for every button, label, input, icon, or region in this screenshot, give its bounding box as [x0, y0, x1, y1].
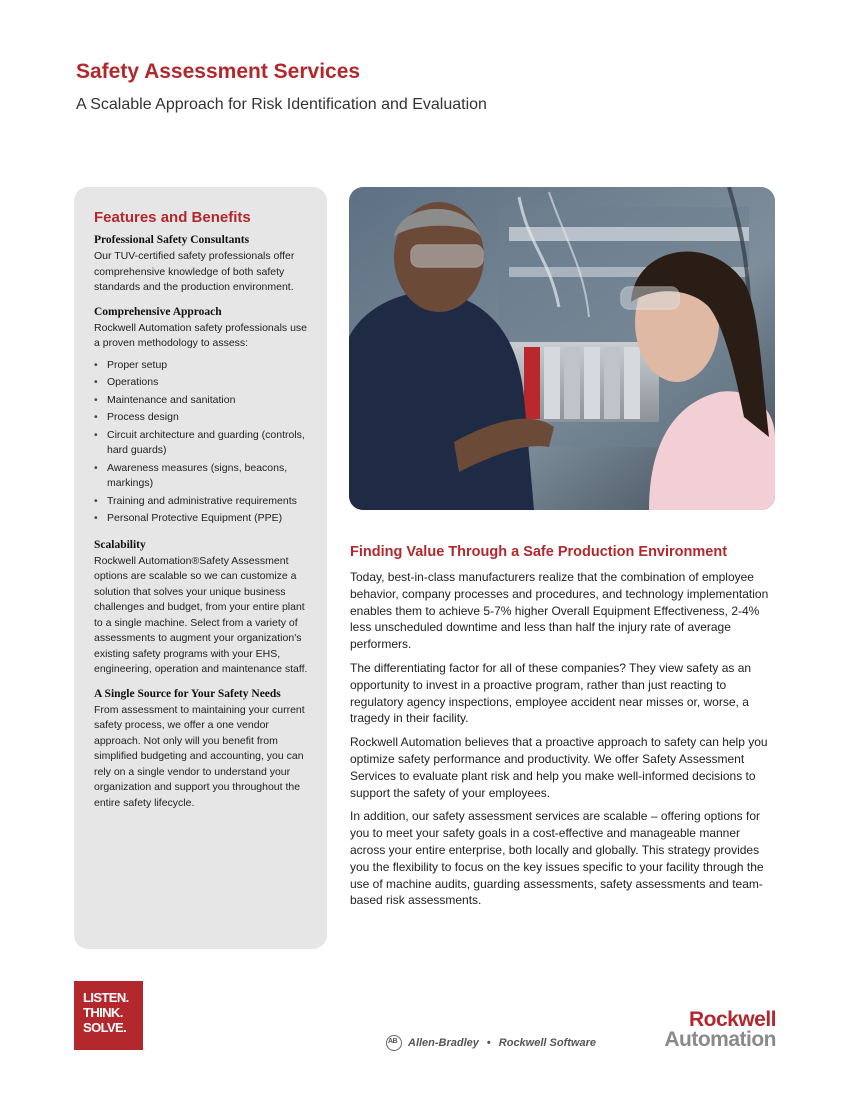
allen-bradley-icon	[386, 1035, 402, 1051]
listen-think-solve-logo	[74, 981, 143, 1050]
section-title-scalability: Scalability	[94, 538, 146, 551]
main-body	[350, 569, 776, 916]
sidebar-heading: Features and Benefits	[94, 209, 251, 226]
rockwell-automation-logo	[622, 1010, 776, 1050]
brand-rockwell-software: Rockwell Software	[498, 1037, 596, 1049]
list-item: • Maintenance and sanitation	[94, 393, 313, 409]
main-paragraph: Rockwell Automation believes that a proactive approach to safety can help you optimize safety performance and productivity. We offer Safety Assessment Services to evaluate plant risk and help you make well-informed decisions to support the safety of your employees.	[350, 735, 768, 800]
main-paragraph: The differentiating factor for all of these companies? They view safety as an opportunity to invest in a proactive program, rather than just reacting to regulatory agency inspections, employee accident near misses or, worse, a tragedy in their facility.	[350, 660, 752, 726]
section-body-approach: Rockwell Automation safety professionals use a proven methodology to assess:	[94, 321, 308, 349]
logo-line: SOLVE.	[83, 1020, 127, 1035]
list-item: • Circuit architecture and guarding (controls, hard guards)	[94, 428, 313, 459]
document-title: Safety Assessment Services	[76, 60, 361, 83]
list-item: • Proper setup	[94, 358, 313, 374]
list-item: • Personal Protective Equipment (PPE)	[94, 511, 313, 527]
list-item: • Operations	[94, 375, 313, 391]
section-body-consultants: Our TUV-certified safety professionals offer comprehensive knowledge of both safety standards and the production environment.	[94, 250, 295, 293]
section-title-approach: Comprehensive Approach	[94, 305, 222, 318]
main-paragraph: In addition, our safety assessment services are scalable – offering options for you to meet your safety goals in a cost-effective and manageable manner across your entire enterprise, both locally and globally. This strategy provides you the flexibility to focus on the key issues specific to your facility through the use of machine audits, guarding assessments, safety assessments and team-based risk assessments.	[350, 809, 764, 908]
consultants-photo	[349, 187, 775, 510]
list-item: • Training and administrative requirements	[94, 494, 313, 510]
main-paragraph: Today, best-in-class manufacturers realize that the combination of employee behavior, company processes and procedures, and technology implementation enables them to achieve 5-7% higher Overall Equipment Effectiveness, 2-4% less unscheduled downtime and less than half the injury rate of average performers.	[350, 570, 769, 652]
brand-allen-bradley: Allen-Bradley	[408, 1037, 479, 1049]
assessment-list	[94, 358, 313, 527]
section-title-single-source: A Single Source for Your Safety Needs	[94, 687, 281, 700]
section-body-single-source: From assessment to maintaining your current safety process, we offer a one vendor approach. Not only will you benefit from simplified budgeting and accounting, you can rely on a single vendor to understand your organization and support you throughout the entire safety lifecycle.	[94, 703, 305, 809]
list-item: • Process design	[94, 410, 313, 426]
section-title-consultants: Professional Safety Consultants	[94, 234, 250, 246]
main-heading: Finding Value Through a Safe Production Environment	[350, 544, 728, 560]
logo-automation: Automation	[664, 1028, 776, 1051]
brand-strip	[386, 1035, 596, 1051]
brand-separator: •	[486, 1037, 491, 1049]
logo-line: THINK.	[83, 1005, 123, 1020]
list-item: • Awareness measures (signs, beacons, markings)	[94, 461, 313, 492]
logo-rockwell: Rockwell	[688, 1008, 776, 1031]
features-sidebar	[74, 187, 327, 949]
logo-line: LISTEN.	[83, 990, 129, 1005]
section-body-scalability: Rockwell Automation®Safety Assessment options are scalable so we can customize a solution that solves your unique business challenges and budget, from your entire plant to a single machine. Select from a variety of assessments to augment your organization's existing safety programs with your EHS, engineering, operation and maintenance staff.	[94, 554, 308, 675]
document-subtitle: A Scalable Approach for Risk Identification and Evaluation	[76, 96, 487, 113]
